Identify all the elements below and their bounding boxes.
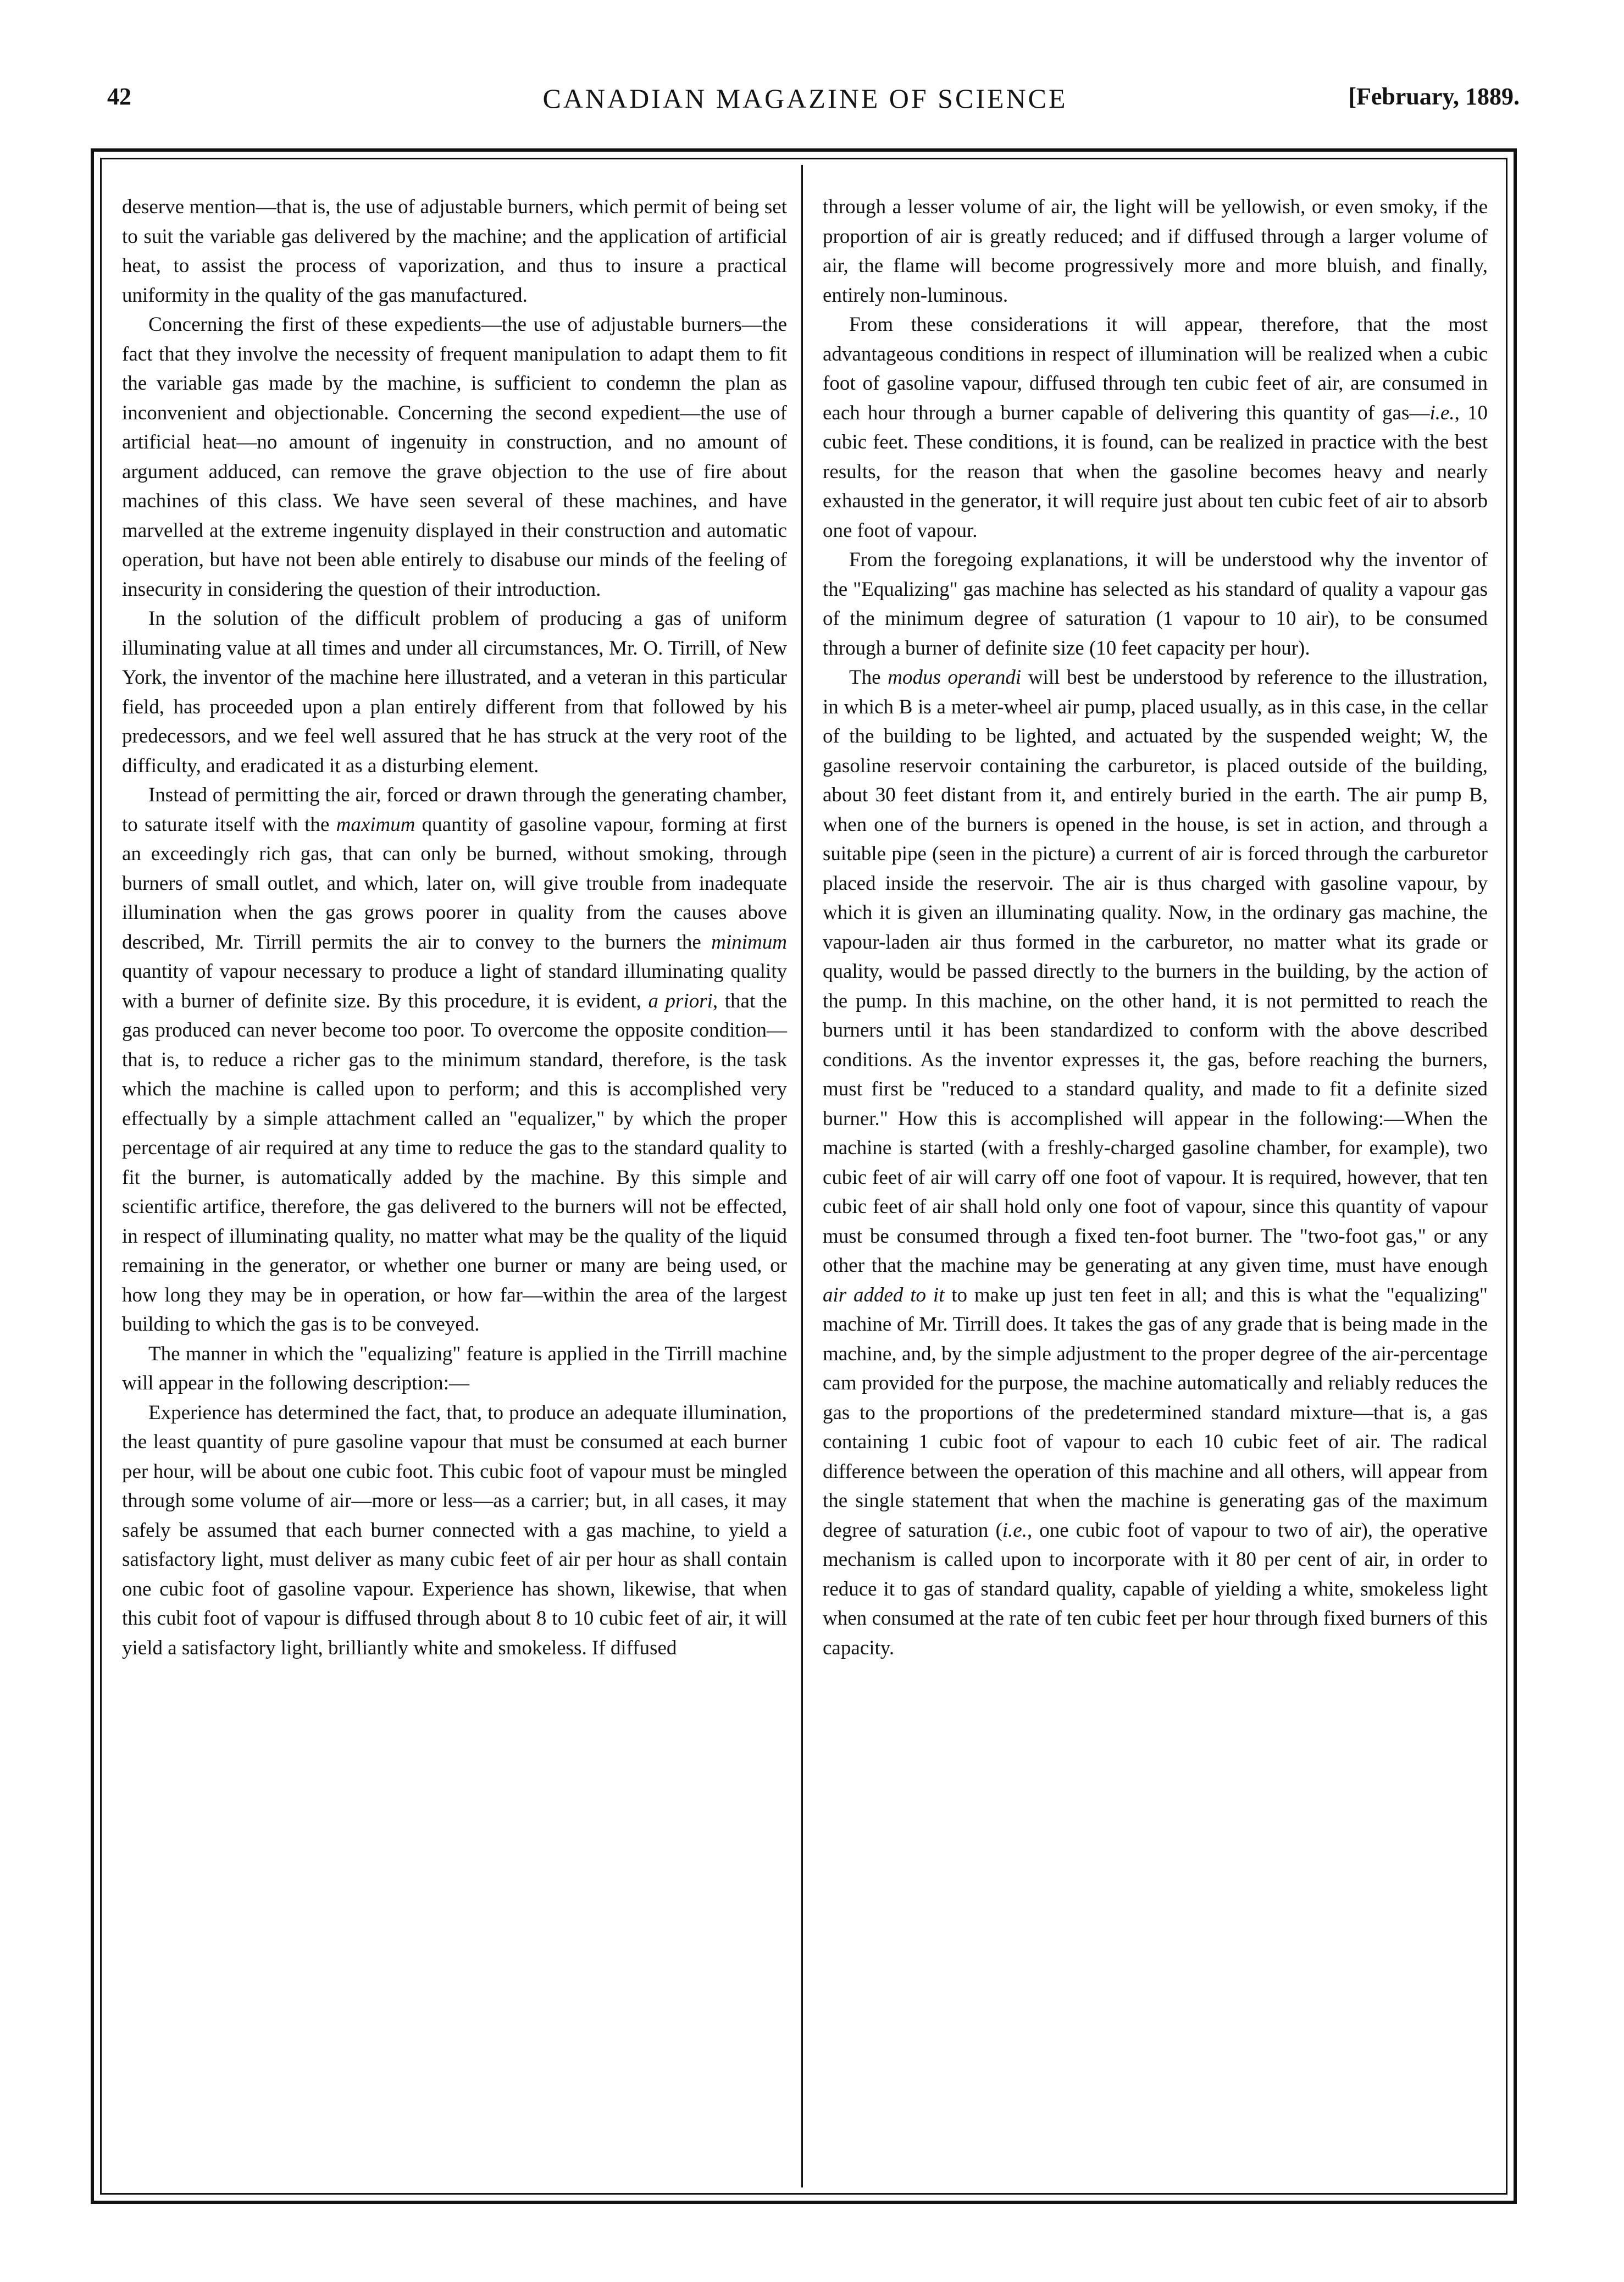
italic-term: a priori [648, 989, 713, 1012]
italic-term: modus operandi [888, 666, 1022, 689]
text-run: , 10 cubic feet. These conditions, it is found, can be realized in practice with the best results, for the reason that when the gasoline becomes heavy and nearly exhausted in the generator, it will require just about ten cubic feet of air to absorb one foot of vapour. [823, 401, 1488, 542]
text-run: will best be understood by reference to the illustration, in which B is a meter-wheel air pump, placed usually, as in this case, in the cellar of the building to be lighted, and actuated by the suspended weight; W, the gasoline reservoir containing the carburetor, is placed outside of the building, about 30 feet distant from it, and entirely buried in the earth. The air pump B, when one of the burners is opened in the house, is set in action, and through a suitable pipe (seen in the picture) a current of air is forced through the carburetor placed inside the reservoir. The air is thus charged with gasoline vapour, by which it is given an illuminating quality. Now, in the ordinary gas machine, the vapour-laden air thus formed in the carburetor, no matter what its grade or quality, would be passed directly to the burners in the building, by the action of the pump. In this machine, on the other hand, it is not permitted to reach the burners until it has been standardized to conform with the above described conditions. As the inventor expresses it, the gas, before reaching the burners, must first be "reduced to a standard quality, and made to fit a definite sized burner." How this is accomplished will appear in the following:—When the machine is started (with a freshly-charged gasoline chamber, for example), two cubic feet of air will carry off one foot of vapour. It is required, however, that ten cubic feet of air shall hold only one foot of vapour, since this quantity of vapour must be consumed through a fixed ten-foot burner. The "two-foot gas," or any other that the machine may be generating at any given time, must have enough [823, 666, 1488, 1277]
paragraph: through a lesser volume of air, the light will be yellowish, or even smoky, if the proportion of air is greatly reduced; and if diffused through a larger volume of air, the flame will become progressively more and more bluish, and finally, entirely non-luminous. [823, 196, 1488, 307]
paragraph [823, 310, 1488, 545]
paragraph: The manner in which the "equalizing" feature is applied in the Tirrill machine will appear in the following description:— [122, 1342, 787, 1394]
text-run: , one cubic foot of vapour to two of air), the operative mechanism is called upon to incorporate with it 80 per cent of air, in order to reduce it to gas of standard quality, capable of yielding a white, smokeless light when consumed at the rate of ten cubic feet per hour through fixed burners of this capacity. [823, 1519, 1488, 1659]
paragraph: In the solution of the difficult problem of producing a gas of uniform illuminating value at all times and under all circumstances, Mr. O. Tirrill, of New York, the inventor of the machine here illustrated, and a veteran in this particular field, has proceeded upon a plan entirely different from that followed by his predecessors, and we feel well assured that he has struck at the very root of the difficulty, and eradicated it as a disturbing element. [122, 607, 787, 777]
magazine-title: CANADIAN MAGAZINE OF SCIENCE [542, 83, 1068, 114]
text-run: The [849, 666, 888, 689]
paragraph: Concerning the first of these expedients—the use of adjustable burners—the fact that they involve the necessity of frequent manipulation to adapt them to fit the variable gas made by the machine, is sufficient to condemn the plan as inconvenient and objectionable. Concerning the second expedient—the use of artificial heat—no amount of ingenuity in construction, and no amount of argument adduced, can remove the grave objection to the use of fire about machines of this class. We have seen several of these machines, and have marvelled at the extreme ingenuity displayed in their construction and automatic operation, but have not been able entirely to disabuse our minds of the feeling of insecurity in considering the question of their introduction. [122, 313, 787, 601]
page-number: 42 [107, 83, 131, 110]
issue-date: [February, 1889. [1348, 83, 1520, 110]
italic-term: maximum [336, 813, 415, 836]
paragraph [122, 780, 787, 1339]
text-run: quantity of gasoline vapour, forming at first an exceedingly rich gas, that can only be burned, without smoking, through burners of small outlet, and which, later on, will give trouble from inadequate illumination when the gas grows poorer in quality from the causes above described, Mr. Tirrill permits the air to convey to the burners the [122, 813, 787, 954]
paragraph: Experience has determined the fact, that, to produce an adequate illumination, the least quantity of pure gasoline vapour that must be consumed at each burner per hour, will be about one cubic foot. This cubic foot of vapour must be mingled through some volume of air—more or less—as a carrier; but, in all cases, it may safely be assumed that each burner connected with a gas machine, to yield a satisfactory light, must deliver as many cubic feet of air per hour as shall contain one cubic foot of gasoline vapour. Experience has shown, likewise, that when this cubit foot of vapour is diffused through about 8 to 10 cubic feet of air, it will yield a satisfactory light, brilliantly white and smokeless. If diffused [122, 1401, 787, 1659]
text-run: to make up just ten feet in all; and this is what the "equalizing" machine of Mr. Tirrill does. It takes the gas of any grade that is being made in the machine, and, by the simple adjustment to the proper degree of the air-percentage cam provided for the purpose, the machine automatically and reliably reduces the gas to the proportions of the predetermined standard mixture—that is, a gas containing 1 cubic foot of vapour to each 10 cubic feet of air. The radical difference between the operation of this machine and all others, will appear from the single statement that when the machine is generating gas of the maximum degree of saturation ( [823, 1283, 1488, 1542]
page-header [91, 82, 1520, 132]
left-column [122, 192, 787, 1663]
paragraph [823, 663, 1488, 1663]
paragraph: From the foregoing explanations, it will be understood why the inventor of the "Equalizing" gas machine has selected as his standard of quality a vapour gas of the minimum degree of saturation (1 vapour to 10 air), to be consumed through a burner of definite size (10 feet capacity per hour). [823, 549, 1488, 660]
italic-term: minimum [711, 930, 787, 954]
column-divider [801, 165, 803, 2187]
paragraph: deserve mention—that is, the use of adjustable burners, which permit of being set to suit the variable gas delivered by the machine; and the application of artificial heat, to assist the process of vaporization, and thus to insure a practical uniformity in the quality of the gas manufactured. [122, 196, 787, 307]
text-run: From these considerations it will appear, therefore, that the most advantageous conditions in respect of illumination will be realized when a cubic foot of gasoline vapour, diffused through ten cubic feet of air, are consumed in each hour through a burner capable of delivering this quantity of gas— [823, 313, 1488, 424]
text-run: quantity of vapour necessary to produce a light of standard illuminating quality with a burner of definite size. By this procedure, it is evident, [122, 960, 787, 1012]
right-column [823, 192, 1488, 1663]
italic-term: i.e. [1002, 1519, 1027, 1542]
text-run: , that the gas produced can never become too poor. To overcome the opposite condition—that is, to reduce a richer gas to the minimum standard, therefore, is the task which the machine is called upon to perform; and this is accomplished very effectually by a simple attachment called an "equalizer," by which the proper percentage of air required at any time to reduce the gas to the standard quality to fit the burner, is automatically added by the machine. By this simple and scientific artifice, therefore, the gas delivered to the burners will not be effected, in respect of illuminating quality, no matter what may be the quality of the liquid remaining in the generator, or whether one burner or many are being used, or how long they may be in operation, or how far—within the area of the largest building to which the gas is to be conveyed. [122, 989, 788, 1336]
text-run: Instead of permitting the air, forced or drawn through the generating chamber, to saturate itself with the [122, 784, 787, 836]
italic-term: air added to it [823, 1283, 945, 1306]
italic-term: i.e. [1429, 401, 1455, 424]
